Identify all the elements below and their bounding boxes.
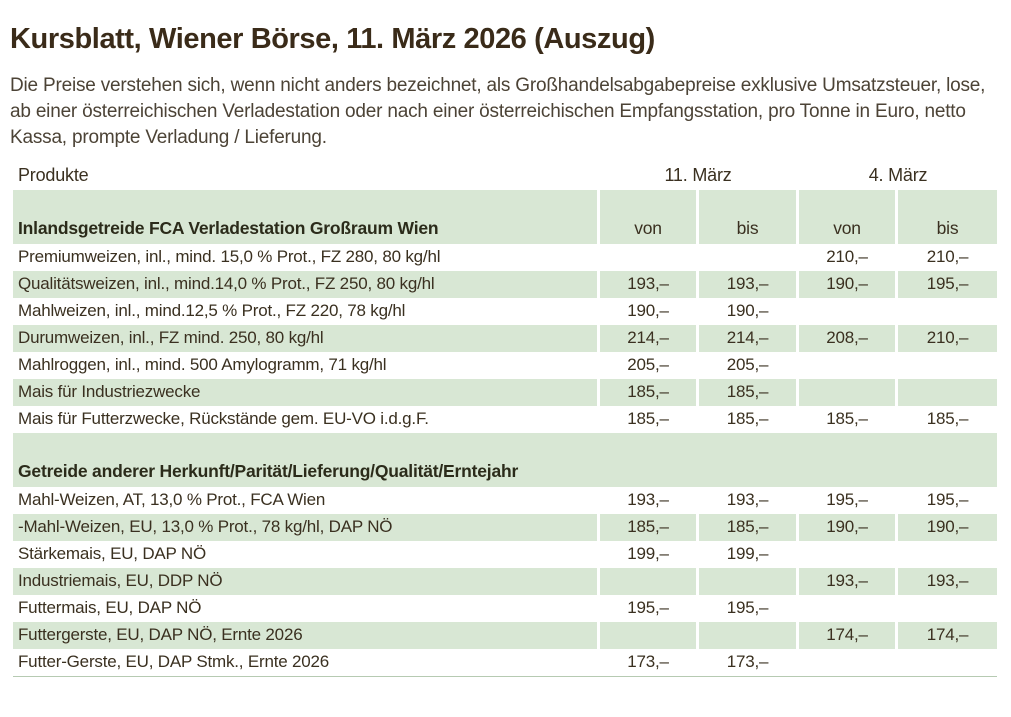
price-cell: [898, 352, 997, 379]
table-row: [13, 568, 997, 595]
intro-text: Die Preise verstehen sich, wenn nicht anders bezeichnet, als Großhandelsabgabepreise exklusive Umsatzsteuer, lose, ab einer österreichischen Verladestation oder nach einer österreichischen Empfangsstation, pro Tonne in Euro, netto Kassa, prompte Verladung / Lieferung.: [10, 74, 986, 148]
price-cell: 185,–: [699, 379, 796, 406]
price-cell: 195,–: [627, 598, 669, 618]
price-table: [13, 161, 997, 677]
product-name: -Mahl-Weizen, EU, 13,0 % Prot., 78 kg/hl, DAP NÖ: [13, 514, 597, 541]
product-name: Mahl-Weizen, AT, 13,0 % Prot., FCA Wien: [18, 490, 326, 510]
price-cell: 173,–: [627, 652, 669, 672]
product-name: Mais für Industriezwecke: [13, 379, 597, 406]
table-row: [13, 622, 997, 649]
price-cell: 195,–: [926, 490, 969, 510]
price-cell: 193,–: [799, 568, 895, 595]
price-cell: [699, 244, 796, 271]
price-cell: [699, 568, 796, 595]
price-cell: 195,–: [898, 271, 997, 298]
price-cell: 190,–: [726, 301, 769, 321]
price-cell: 174,–: [799, 622, 895, 649]
price-cell: 193,–: [600, 271, 696, 298]
price-cell: [600, 622, 696, 649]
table-row: [13, 649, 997, 676]
section-header-inlandsgetreide: [13, 190, 997, 244]
product-name: Industriemais, EU, DDP NÖ: [13, 568, 597, 595]
column-header-von-previous: von: [799, 190, 895, 244]
table-header-row: [13, 161, 997, 190]
price-cell: 210,–: [898, 325, 997, 352]
price-cell: 199,–: [726, 544, 769, 564]
price-cell: 205,–: [726, 355, 769, 375]
table-row: [13, 352, 997, 379]
column-header-bis-current: bis: [699, 190, 796, 244]
product-name: Mahlweizen, inl., mind.12,5 % Prot., FZ 220, 78 kg/hl: [18, 301, 406, 321]
price-cell: [600, 568, 696, 595]
product-name: Mahlroggen, inl., mind. 500 Amylogramm, 71 kg/hl: [18, 355, 387, 375]
price-cell: [898, 298, 997, 325]
page-title: Kursblatt, Wiener Börse, 11. März 2026 (Auszug): [10, 23, 655, 55]
table-row: [13, 595, 997, 622]
price-cell: [799, 595, 895, 622]
price-cell: [898, 649, 997, 676]
price-cell: 173,–: [726, 652, 769, 672]
table-row: [13, 379, 997, 406]
price-cell: 190,–: [898, 514, 997, 541]
price-cell: 214,–: [600, 325, 696, 352]
column-header-date-previous: 4. März: [868, 164, 928, 185]
price-cell: 193,–: [627, 490, 669, 510]
price-cell: 195,–: [726, 598, 769, 618]
price-cell: [898, 379, 997, 406]
price-cell: 185,–: [826, 409, 868, 429]
price-cell: 193,–: [699, 271, 796, 298]
column-header-von-current: von: [600, 190, 696, 244]
section-rows-inlandsgetreide: [13, 244, 997, 433]
product-name: Durumweizen, inl., FZ mind. 250, 80 kg/hl: [13, 325, 597, 352]
price-cell: [799, 352, 895, 379]
price-cell: 185,–: [600, 514, 696, 541]
table-row: [13, 271, 997, 298]
price-cell: [699, 622, 796, 649]
price-cell: 185,–: [627, 409, 669, 429]
section-header-getreide-anderer-herkunft: [13, 433, 997, 487]
price-cell: 195,–: [826, 490, 868, 510]
price-cell: 174,–: [898, 622, 997, 649]
price-cell: 205,–: [627, 355, 669, 375]
column-header-produkte: Produkte: [18, 164, 89, 185]
price-cell: [799, 649, 895, 676]
section-rows-getreide-anderer-herkunft: [13, 487, 997, 676]
table-bottom-rule: [13, 676, 997, 677]
price-cell: 210,–: [926, 247, 969, 267]
price-cell: 193,–: [726, 490, 769, 510]
price-cell: 185,–: [926, 409, 969, 429]
price-cell: 190,–: [799, 271, 895, 298]
product-name: Futtermais, EU, DAP NÖ: [18, 598, 202, 618]
price-cell: 193,–: [898, 568, 997, 595]
product-name: Mais für Futterzwecke, Rückstände gem. EU-VO i.d.g.F.: [18, 409, 429, 429]
table-row: [13, 406, 997, 433]
price-cell: 190,–: [627, 301, 669, 321]
section-title: Getreide anderer Herkunft/Parität/Lieferung/Qualität/Erntejahr: [18, 460, 519, 481]
price-cell: [799, 541, 895, 568]
product-name: Futter-Gerste, EU, DAP Stmk., Ernte 2026: [18, 652, 330, 672]
price-cell: [799, 298, 895, 325]
table-row: [13, 298, 997, 325]
column-header-bis-previous: bis: [898, 190, 997, 244]
section-title: Inlandsgetreide FCA Verladestation Großraum Wien: [18, 217, 439, 238]
table-row: [13, 325, 997, 352]
price-cell: 210,–: [826, 247, 868, 267]
product-name: Qualitätsweizen, inl., mind.14,0 % Prot., FZ 250, 80 kg/hl: [13, 271, 597, 298]
table-row: [13, 244, 997, 271]
price-cell: 190,–: [799, 514, 895, 541]
table-row: [13, 514, 997, 541]
price-cell: 199,–: [627, 544, 669, 564]
table-row: [13, 487, 997, 514]
product-name: Stärkemais, EU, DAP NÖ: [18, 544, 207, 564]
price-cell: 208,–: [799, 325, 895, 352]
price-cell: 185,–: [699, 514, 796, 541]
table-row: [13, 541, 997, 568]
price-cell: [898, 595, 997, 622]
price-cell: 185,–: [726, 409, 769, 429]
price-cell: 214,–: [699, 325, 796, 352]
price-cell: [600, 244, 696, 271]
price-cell: [799, 379, 895, 406]
product-name: Futtergerste, EU, DAP NÖ, Ernte 2026: [13, 622, 597, 649]
price-cell: 185,–: [600, 379, 696, 406]
product-name: Premiumweizen, inl., mind. 15,0 % Prot., FZ 280, 80 kg/hl: [18, 247, 441, 267]
column-header-date-current: 11. März: [664, 164, 732, 185]
price-cell: [898, 541, 997, 568]
